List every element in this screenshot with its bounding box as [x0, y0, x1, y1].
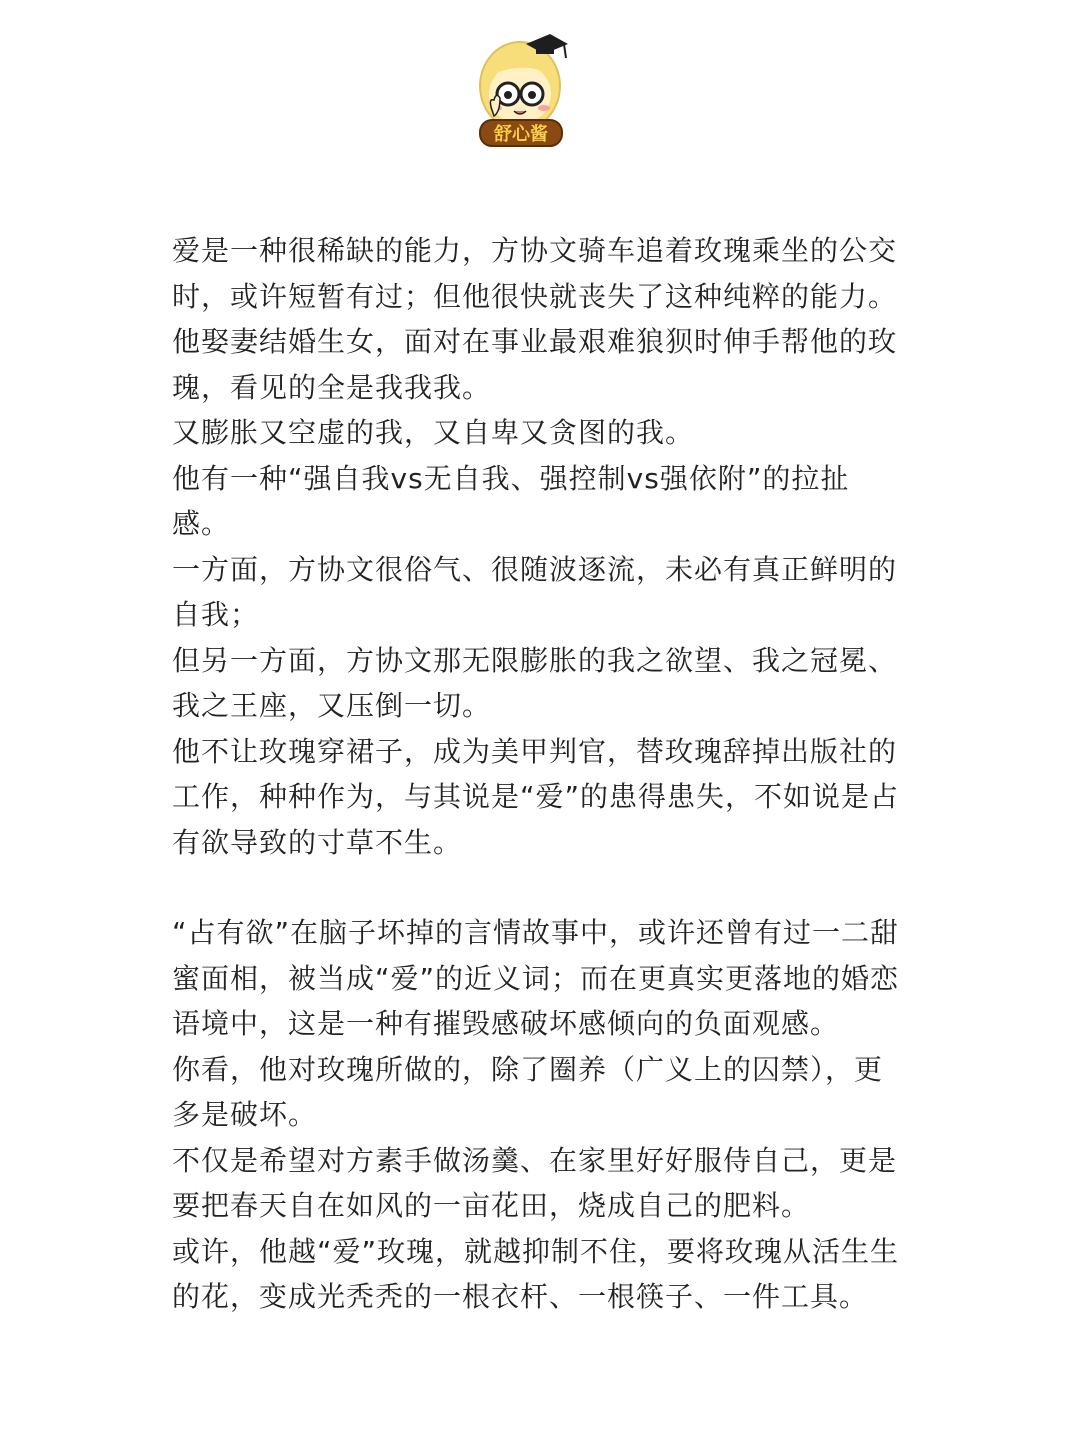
paragraph: “占有欲”在脑子坏掉的言情故事中，或许还曾有过一二甜蜜面相，被当成“爱”的近义词；而在更真实更落地的婚恋语境中，这是一种有摧毁感破坏感倾向的负面观感。	[172, 916, 900, 1040]
paragraph: 他不让玫瑰穿裙子，成为美甲判官，替玫瑰辞掉出版社的工作，种种作为，与其说是“爱”的患得患失，不如说是占有欲导致的寸草不生。	[172, 734, 900, 859]
section-gap	[172, 865, 902, 910]
article-body	[172, 228, 902, 1320]
avatar-badge-text: 舒心酱	[494, 124, 548, 145]
paragraph: 又膨胀又空虚的我，又自卑又贪图的我。	[172, 416, 695, 449]
paragraph: 你看，他对玫瑰所做的，除了圈养（广义上的囚禁），更多是破坏。	[172, 1052, 884, 1131]
paragraph: 不仅是希望对方素手做汤羹、在家里好好服侍自己，更是要把春天自在如风的一亩花田，烧成自己的肥料。	[172, 1143, 898, 1222]
paragraph: 他娶妻结婚生女，面对在事业最艰难狼狈时伸手帮他的玫瑰，看见的全是我我我。	[172, 325, 898, 404]
paragraph: 他有一种“强自我vs无自我、强控制vs强依附”的拉扯感。	[172, 461, 850, 540]
paragraph: 一方面，方协文很俗气、很随波逐流，未必有真正鲜明的自我；	[172, 552, 898, 631]
avatar	[470, 28, 580, 150]
paragraph: 爱是一种很稀缺的能力，方协文骑车追着玫瑰乘坐的公交时，或许短暂有过；但他很快就丧失了这种纯粹的能力。	[172, 234, 898, 313]
paragraph: 或许，他越“爱”玫瑰，就越抑制不住，要将玫瑰从活生生的花，变成光秃秃的一根衣杆、一根筷子、一件工具。	[172, 1234, 900, 1313]
avatar-illustration	[470, 28, 580, 150]
paragraph: 但另一方面，方协文那无限膨胀的我之欲望、我之冠冕、我之王座，又压倒一切。	[172, 643, 898, 722]
